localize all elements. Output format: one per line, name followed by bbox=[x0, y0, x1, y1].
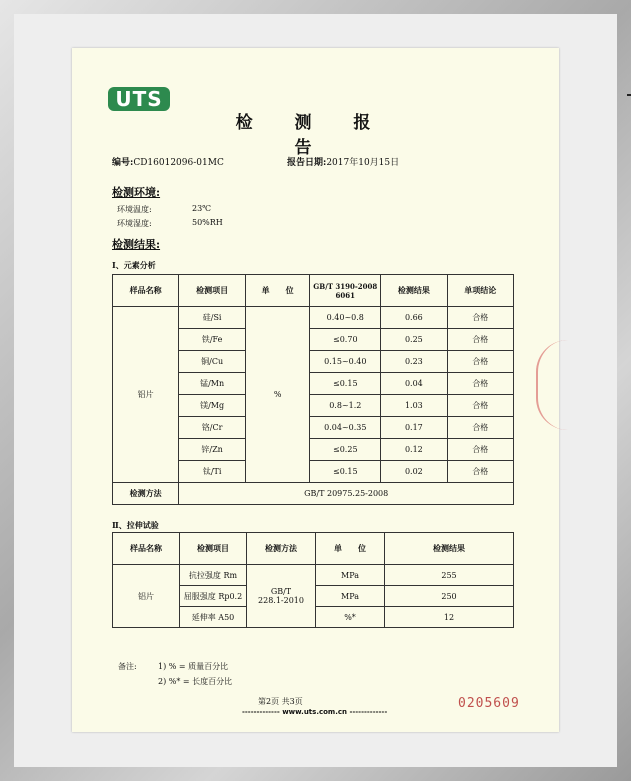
method-cell: GB/T 228.1-2010 bbox=[247, 565, 316, 628]
col-header: 单项结论 bbox=[447, 275, 513, 307]
website-footer: ------------- www.uts.com.cn ------------- bbox=[242, 708, 388, 716]
table-row bbox=[113, 307, 514, 329]
std-cell: 0.8~1.2 bbox=[310, 395, 381, 417]
result-cell: 250 bbox=[385, 586, 514, 607]
col-header: 单 位 bbox=[245, 275, 310, 307]
conclusion-cell: 合格 bbox=[447, 329, 513, 351]
result-cell: 0.02 bbox=[381, 461, 447, 483]
uts-logo: UTS bbox=[108, 87, 170, 111]
result-cell: 0.66 bbox=[381, 307, 447, 329]
item-cell: 锌/Zn bbox=[179, 439, 246, 461]
std-cell: ≤0.15 bbox=[310, 461, 381, 483]
report-page bbox=[72, 48, 559, 732]
tensile-test-table bbox=[112, 532, 514, 628]
col-header: 单 位 bbox=[316, 533, 385, 565]
conclusion-cell: 合格 bbox=[447, 351, 513, 373]
section2-title: Ⅱ、拉伸试验 bbox=[112, 520, 159, 530]
item-cell: 锰/Mn bbox=[179, 373, 246, 395]
unit-cell: % bbox=[245, 307, 310, 483]
conclusion-cell: 合格 bbox=[447, 373, 513, 395]
result-cell: 12 bbox=[385, 607, 514, 628]
element-analysis-table bbox=[112, 274, 514, 505]
item-cell: 屈服强度 Rp0.2 bbox=[180, 586, 247, 607]
conclusion-cell: 合格 bbox=[447, 461, 513, 483]
col-header: 检测项目 bbox=[180, 533, 247, 565]
result-cell: 1.03 bbox=[381, 395, 447, 417]
env-heading: 检测环境: bbox=[112, 186, 161, 199]
conclusion-cell: 合格 bbox=[447, 395, 513, 417]
serial-number: 0205609 bbox=[458, 696, 520, 711]
conclusion-cell: 合格 bbox=[447, 417, 513, 439]
item-cell: 抗拉强度 Rm bbox=[180, 565, 247, 586]
sample-name: 铝片 bbox=[113, 565, 180, 628]
unit-cell: %* bbox=[316, 607, 385, 628]
conclusion-cell: 合格 bbox=[447, 307, 513, 329]
report-number: 编号:CD16012096-01MC bbox=[112, 158, 224, 168]
conclusion-cell: 合格 bbox=[447, 439, 513, 461]
notes-label: 备注: bbox=[118, 662, 137, 671]
std-cell: ≤0.25 bbox=[310, 439, 381, 461]
std-cell: 0.15~0.40 bbox=[310, 351, 381, 373]
table-row bbox=[113, 565, 514, 586]
result-cell: 0.25 bbox=[381, 329, 447, 351]
item-cell: 硅/Si bbox=[179, 307, 246, 329]
page-corner-mark bbox=[627, 88, 631, 96]
method-row bbox=[113, 483, 514, 505]
result-cell: 0.04 bbox=[381, 373, 447, 395]
col-header: 样品名称 bbox=[113, 533, 180, 565]
unit-cell: MPa bbox=[316, 565, 385, 586]
col-header: 检测结果 bbox=[385, 533, 514, 565]
result-cell: 0.23 bbox=[381, 351, 447, 373]
col-header: 样品名称 bbox=[113, 275, 179, 307]
col-header: 检测项目 bbox=[179, 275, 246, 307]
std-cell: ≤0.70 bbox=[310, 329, 381, 351]
item-cell: 钛/Ti bbox=[179, 461, 246, 483]
note-2: 2) %* = 长度百分比 bbox=[158, 677, 233, 686]
sample-name: 铝片 bbox=[113, 307, 179, 483]
item-cell: 镁/Mg bbox=[179, 395, 246, 417]
col-header: 检测方法 bbox=[247, 533, 316, 565]
results-heading: 检测结果: bbox=[112, 238, 161, 251]
col-header: GB/T 3190-2008 6061 bbox=[310, 275, 381, 307]
item-cell: 铁/Fe bbox=[179, 329, 246, 351]
section1-title: Ⅰ、元素分析 bbox=[112, 260, 156, 270]
method-label: 检测方法 bbox=[113, 483, 179, 505]
std-cell: 0.04~0.35 bbox=[310, 417, 381, 439]
env-temperature: 环境温度: 23℃ bbox=[117, 204, 212, 214]
item-cell: 铜/Cu bbox=[179, 351, 246, 373]
method-value: GB/T 20975.25-2008 bbox=[179, 483, 514, 505]
env-humidity: 环境湿度: 50%RH bbox=[117, 218, 223, 228]
unit-cell: MPa bbox=[316, 586, 385, 607]
std-cell: ≤0.15 bbox=[310, 373, 381, 395]
std-cell: 0.40~0.8 bbox=[310, 307, 381, 329]
item-cell: 铬/Cr bbox=[179, 417, 246, 439]
result-cell: 0.17 bbox=[381, 417, 447, 439]
page-number: 第2页 共3页 bbox=[258, 697, 303, 706]
col-header: 检测结果 bbox=[381, 275, 447, 307]
note-1: 1) % = 质量百分比 bbox=[158, 662, 229, 671]
report-date: 报告日期:2017年10月15日 bbox=[287, 158, 400, 168]
notes bbox=[118, 659, 233, 686]
item-cell: 延伸率 A50 bbox=[180, 607, 247, 628]
result-cell: 255 bbox=[385, 565, 514, 586]
report-title: 检 测 报 告 bbox=[235, 113, 389, 158]
result-cell: 0.12 bbox=[381, 439, 447, 461]
